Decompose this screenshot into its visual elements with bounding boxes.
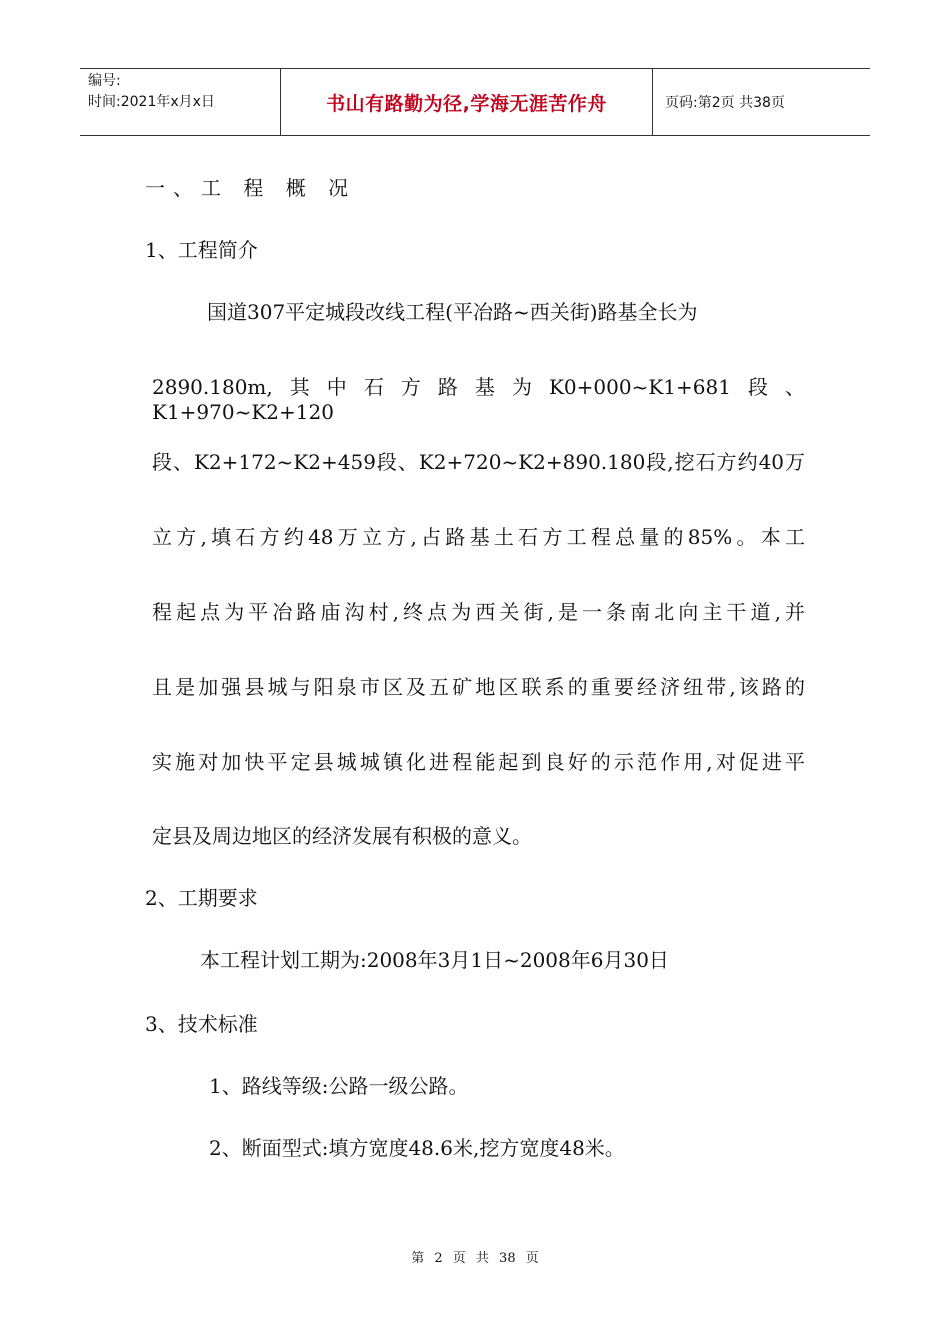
page-header: [80, 68, 870, 136]
document-date-label: 时间:2021年x月x日: [88, 94, 215, 110]
paragraph-line: 定县及周边地区的经济发展有积极的意义。: [152, 824, 532, 848]
standard-item: 1、路线等级:公路一级公路。: [209, 1074, 469, 1098]
header-meta: [80, 69, 280, 135]
page-footer: 第 2 页 共 38 页: [411, 1251, 539, 1266]
header-page-info: 页码:第2页 共38页: [665, 95, 785, 111]
standard-item: 2、断面型式:填方宽度48.6米,挖方宽度48米。: [209, 1136, 625, 1160]
subsection-title-schedule: 2、工期要求: [145, 886, 258, 910]
paragraph-line: 段、K2+172~K2+459段、K2+720~K2+890.180段,挖石方约40万: [152, 450, 805, 474]
paragraph-line: 立方,填石方约48万立方,占路基土石方工程总量的85%。本工: [152, 525, 805, 549]
header-motto: 书山有路勤为径,学海无涯苦作舟: [280, 69, 653, 135]
paragraph-line: 实施对加快平定县城城镇化进程能起到良好的示范作用,对促进平: [152, 750, 805, 774]
schedule-text: 本工程计划工期为:2008年3月1日~2008年6月30日: [200, 948, 669, 972]
section-title-overview: 一、工 程 概 况: [145, 176, 357, 200]
paragraph-line: 国道307平定城段改线工程(平冶路~西关街)路基全长为: [207, 300, 698, 324]
paragraph-line: 且是加强县城与阳泉市区及五矿地区联系的重要经济纽带,该路的: [152, 675, 805, 699]
subsection-title-standards: 3、技术标准: [145, 1012, 258, 1036]
document-number-label: 编号:: [88, 73, 121, 89]
paragraph-line: 2890.180m,其中石方路基为K0+000~K1+681段、K1+970~K2+120: [152, 375, 805, 424]
subsection-title-intro: 1、工程简介: [145, 238, 258, 262]
paragraph-line: 程起点为平冶路庙沟村,终点为西关街,是一条南北向主干道,并: [152, 600, 805, 624]
